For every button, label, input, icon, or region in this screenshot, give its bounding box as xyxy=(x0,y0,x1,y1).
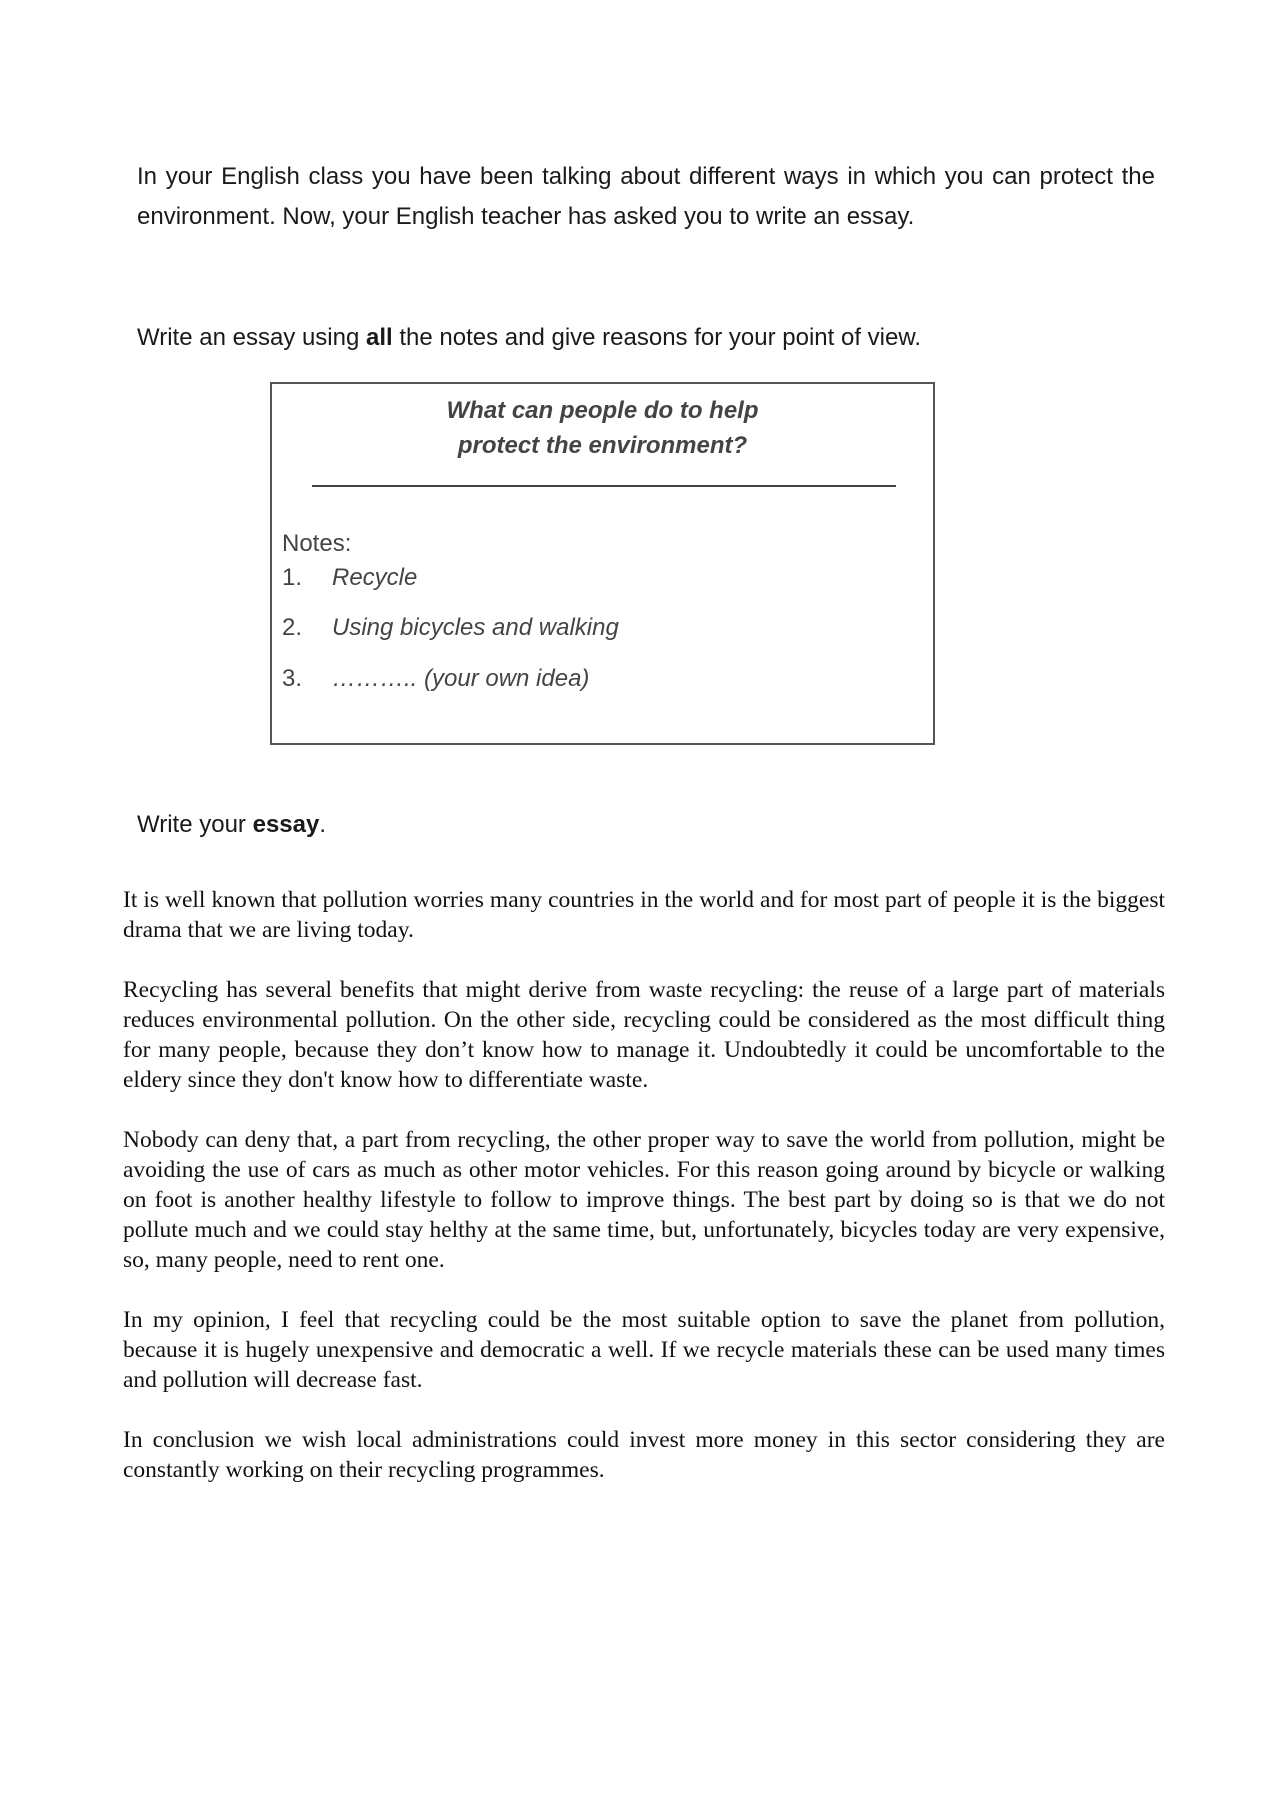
notes-box-title xyxy=(272,393,933,463)
write-text-end: . xyxy=(319,811,327,838)
instruction-text: Write an essay using xyxy=(137,324,366,351)
note-text: ……….. (your own idea) xyxy=(332,665,590,692)
note-number: 1. xyxy=(282,564,303,591)
essay-body xyxy=(123,885,1165,1515)
notes-box xyxy=(270,382,935,745)
divider xyxy=(312,485,896,487)
note-item xyxy=(282,665,589,693)
essay-paragraph-recycling: Recycling has several benefits that might derive from waste recycling: the reuse of a large part of materials reduces environmental pollution. On the other side, recycling could be considered as the most difficult thing for many people, because they don’t know how to manage it. Undoubtedly it could be uncomfortable to the eldery since they don't know how to differentiate waste. xyxy=(123,977,1165,1093)
essay-paragraph-bicycles: Nobody can deny that, a part from recycling, the other proper way to save the world from pollution, might be avoiding the use of cars as much as other motor vehicles. For this reason going around by bicycle or walking on foot is another healthy lifestyle to follow to improve things. The best part by doing so is that we do not pollute much and we could stay helthy at the same time, but, unfortunately, bicycles today are very expensive, so, many people, need to rent one. xyxy=(123,1127,1165,1273)
essay-paragraph-conclusion: In conclusion we wish local administrations could invest more money in this sector considering they are constantly working on their recycling programmes. xyxy=(123,1427,1165,1483)
task-instruction xyxy=(137,318,1155,358)
write-essay-heading xyxy=(137,805,1155,845)
note-number: 2. xyxy=(282,614,303,641)
essay-paragraph-intro: It is well known that pollution worries many countries in the world and for most part of people it is the biggest drama that we are living today. xyxy=(123,887,1165,943)
task-intro: In your English class you have been talking about different ways in which you can protect the environment. Now, your English teacher has asked you to write an essay. xyxy=(137,163,1155,230)
note-item xyxy=(282,564,417,592)
note-text: Recycle xyxy=(332,564,418,591)
note-text: Using bicycles and walking xyxy=(332,614,619,641)
note-number: 3. xyxy=(282,665,303,692)
essay-paragraph-opinion: In my opinion, I feel that recycling could be the most suitable option to save the planet from pollution, because it is hugely unexpensive and democratic a well. If we recycle materials these can be used many times and pollution will decrease fast. xyxy=(123,1307,1165,1393)
instruction-text-end: the notes and give reasons for your point of view. xyxy=(392,324,922,351)
write-emphasis: essay xyxy=(252,811,320,838)
write-text: Write your xyxy=(137,811,253,838)
notes-label: Notes: xyxy=(282,530,352,557)
note-item xyxy=(282,614,619,642)
instruction-emphasis: all xyxy=(366,324,393,351)
title-line-1: What can people do to help xyxy=(446,397,759,424)
title-line-2: protect the environment? xyxy=(457,432,748,459)
